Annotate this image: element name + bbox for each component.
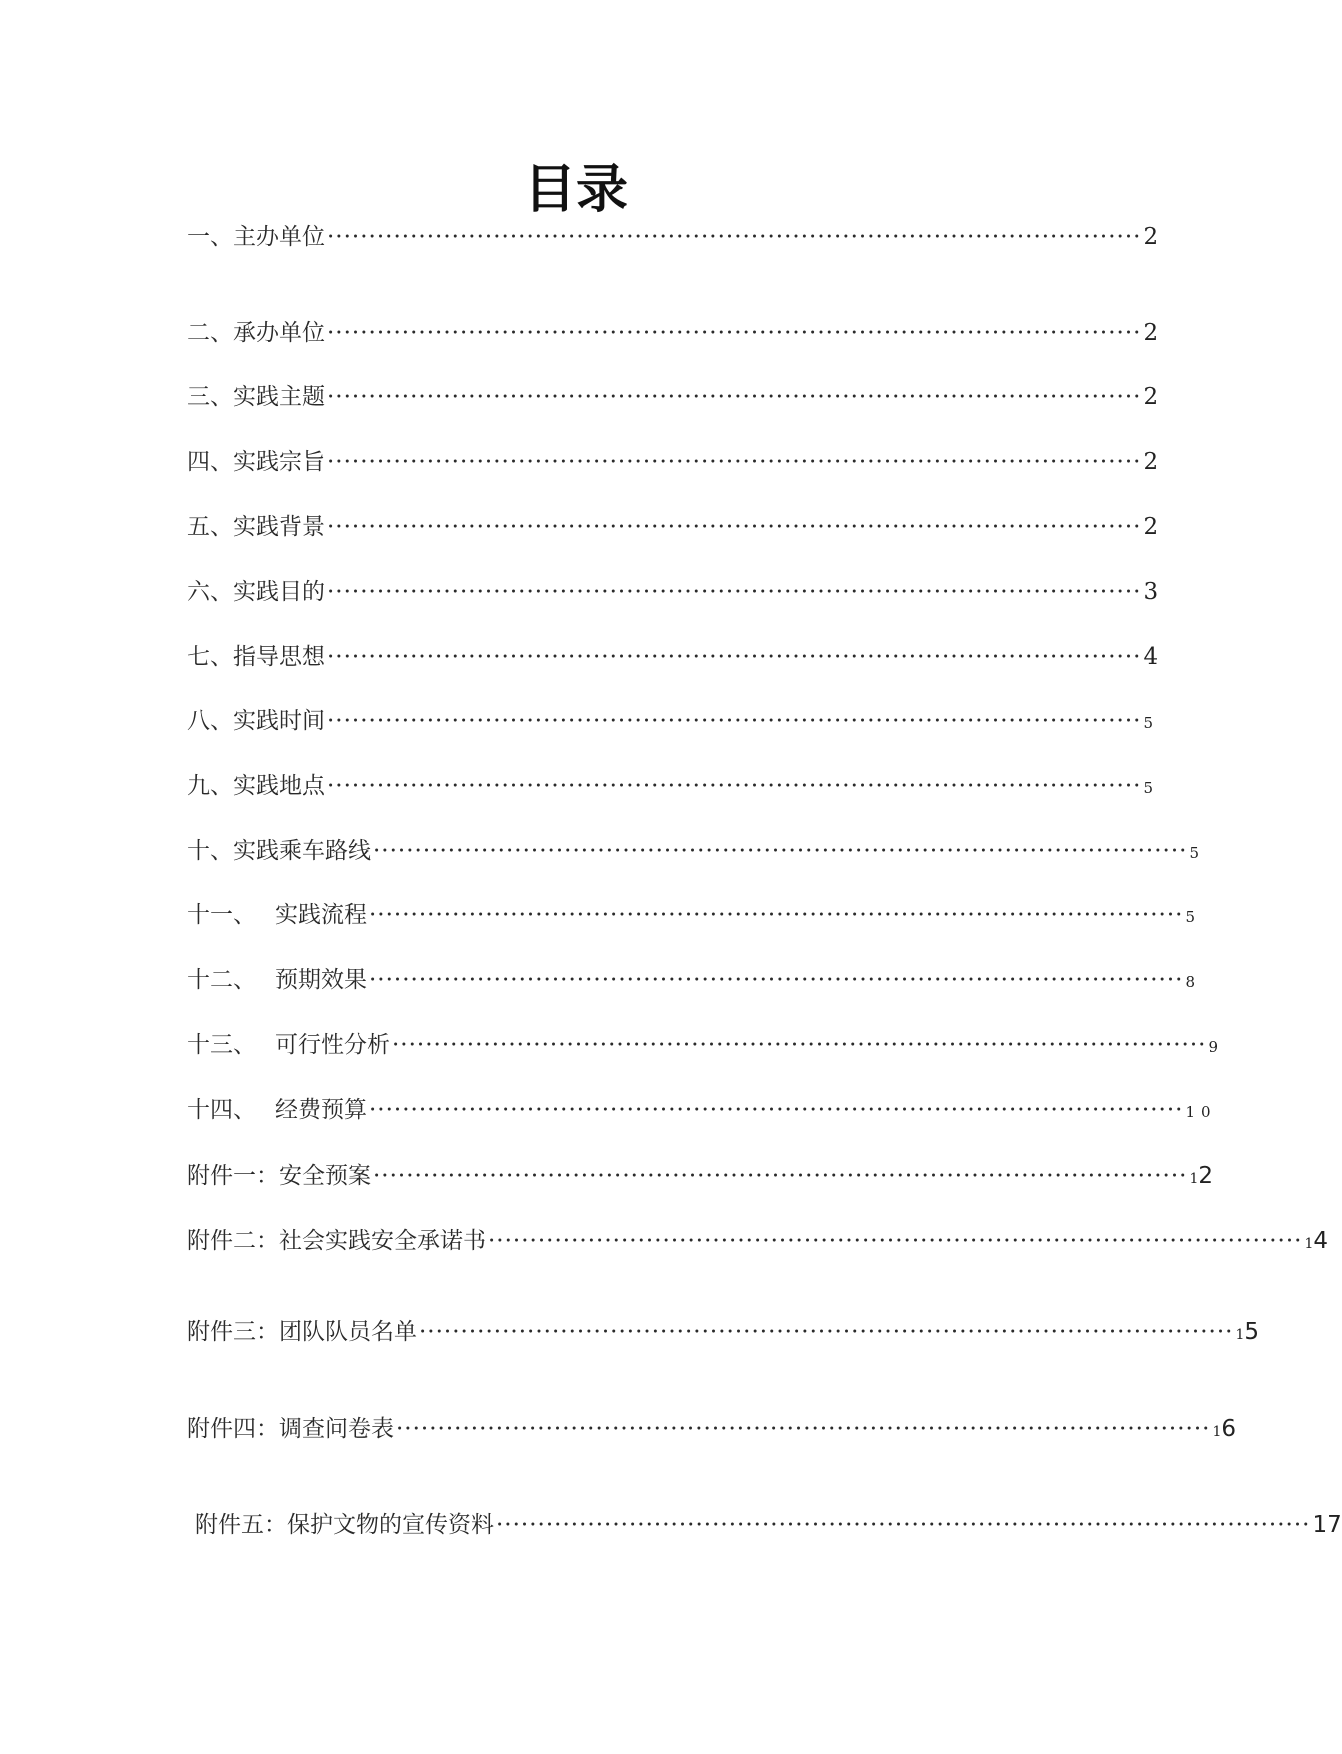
toc-entry[interactable] [187,642,1159,672]
toc-entry-label: 实践时间 [233,708,325,734]
toc-entry-number: 四、 [187,449,233,475]
toc-entry[interactable] [187,512,1159,542]
toc-entry-page: 2 [1143,384,1159,410]
toc-entry-number: 九、 [187,773,233,799]
toc-leader: ·································································································· [419,1319,1234,1345]
toc-leader: ·································································································· [496,1512,1311,1538]
toc-entry-label: 指导思想 [233,644,325,670]
toc-leader: ·································································································· [327,384,1142,410]
toc-entry-label: 实践乘车路线 [233,838,371,864]
toc-entry[interactable] [187,1161,1214,1194]
toc-entry-number: 十四、 [187,1097,256,1123]
toc-entry-page: 5 [1189,844,1206,862]
toc-leader: ·································································································· [327,708,1142,734]
toc-entry[interactable] [187,1030,1225,1062]
toc-entry[interactable] [187,706,1160,738]
toc-leader: ·································································································· [327,224,1142,250]
toc-entry-page: 8 [1185,973,1202,991]
toc-entry-number: 八、 [187,708,233,734]
toc-entry[interactable] [187,900,1202,932]
toc-entry-number: 附件四： [187,1416,279,1442]
toc-entry-label: 可行性分析 [275,1032,390,1058]
toc-entry-page: 14 [1304,1228,1329,1254]
toc-entry-label: 保护文物的宣传资料 [287,1512,494,1538]
toc-leader: ·································································································· [327,773,1142,799]
toc-entry-number: 十三、 [187,1032,256,1058]
toc-entry-label: 社会实践安全承诺书 [279,1228,486,1254]
toc-entry-page: 2 [1143,449,1159,475]
toc-entry-page: 4 [1143,644,1159,670]
toc-entry-number: 十一、 [187,902,256,928]
toc-entry-page: 15 [1235,1319,1260,1345]
toc-leader: ·································································································· [369,1097,1184,1123]
toc-entry-label: 调查问卷表 [279,1416,394,1442]
toc-entry-page: 5 [1143,779,1160,797]
toc-entry[interactable] [195,1510,1342,1540]
toc-entry[interactable] [187,1226,1329,1259]
toc-entry-label: 承办单位 [233,320,325,346]
toc-leader: ·································································································· [369,967,1184,993]
toc-entry-page: 2 [1143,224,1159,250]
toc-entry-page: 3 [1143,579,1159,605]
toc-leader: ·································································································· [327,320,1142,346]
toc-entry-number: 附件三： [187,1319,279,1345]
toc-entry-number: 十二、 [187,967,256,993]
toc-entry-label: 团队队员名单 [279,1319,417,1345]
toc-entry-label: 实践主题 [233,384,325,410]
toc-leader: ·································································································· [373,838,1188,864]
toc-entry-number: 附件一： [187,1163,279,1189]
toc-leader: ·································································································· [327,514,1142,540]
toc-entry-page: 2 [1143,514,1159,540]
toc-entry-page: 12 [1189,1163,1214,1189]
toc-entry-number: 十、 [187,838,233,864]
toc-entry[interactable] [187,771,1160,803]
toc-entry[interactable] [187,222,1159,252]
toc-entry-label: 预期效果 [275,967,367,993]
toc-entry-label: 经费预算 [275,1097,367,1123]
toc-entry-number: 附件二： [187,1228,279,1254]
toc-entry-page: 16 [1212,1416,1237,1442]
toc-leader: ·································································································· [327,644,1142,670]
toc-leader: ·································································································· [327,579,1142,605]
toc-entry[interactable] [187,382,1159,412]
toc-leader: ·································································································· [327,449,1142,475]
page-title: 目录 [523,160,628,220]
toc-leader: ·································································································· [392,1032,1207,1058]
toc-entry-label: 实践地点 [233,773,325,799]
toc-entry-number: 三、 [187,384,233,410]
toc-leader: ·································································································· [373,1163,1188,1189]
toc-entry-number: 五、 [187,514,233,540]
toc-entry-number: 六、 [187,579,233,605]
toc-entry-number: 七、 [187,644,233,670]
toc-entry-page: 17 [1312,1512,1342,1538]
toc-leader: ·································································································· [488,1228,1303,1254]
toc-entry-page: 5 [1143,714,1160,732]
toc-entry[interactable] [187,1414,1237,1447]
toc-entry-label: 安全预案 [279,1163,371,1189]
toc-entry[interactable] [187,1317,1260,1350]
toc-entry[interactable] [187,447,1159,477]
toc-leader: ·································································································· [396,1416,1211,1442]
toc-entry-label: 实践流程 [275,902,367,928]
toc-entry-page: 9 [1208,1038,1225,1056]
toc-entry-page: 10 [1185,1103,1217,1121]
toc-entry[interactable] [187,318,1159,348]
toc-entry-number: 附件五： [195,1512,287,1538]
toc-entry-page: 5 [1185,908,1202,926]
toc-entry-number: 二、 [187,320,233,346]
toc-entry-label: 实践宗旨 [233,449,325,475]
toc-entry[interactable] [187,836,1206,868]
toc-entry-label: 主办单位 [233,224,325,250]
toc-leader: ·································································································· [369,902,1184,928]
toc-entry-label: 实践背景 [233,514,325,540]
toc-entry-number: 一、 [187,224,233,250]
toc-entry-page: 2 [1143,320,1159,346]
toc-entry[interactable] [187,577,1159,607]
toc-entry[interactable] [187,1095,1217,1127]
toc-entry[interactable] [187,965,1202,997]
toc-entry-label: 实践目的 [233,579,325,605]
